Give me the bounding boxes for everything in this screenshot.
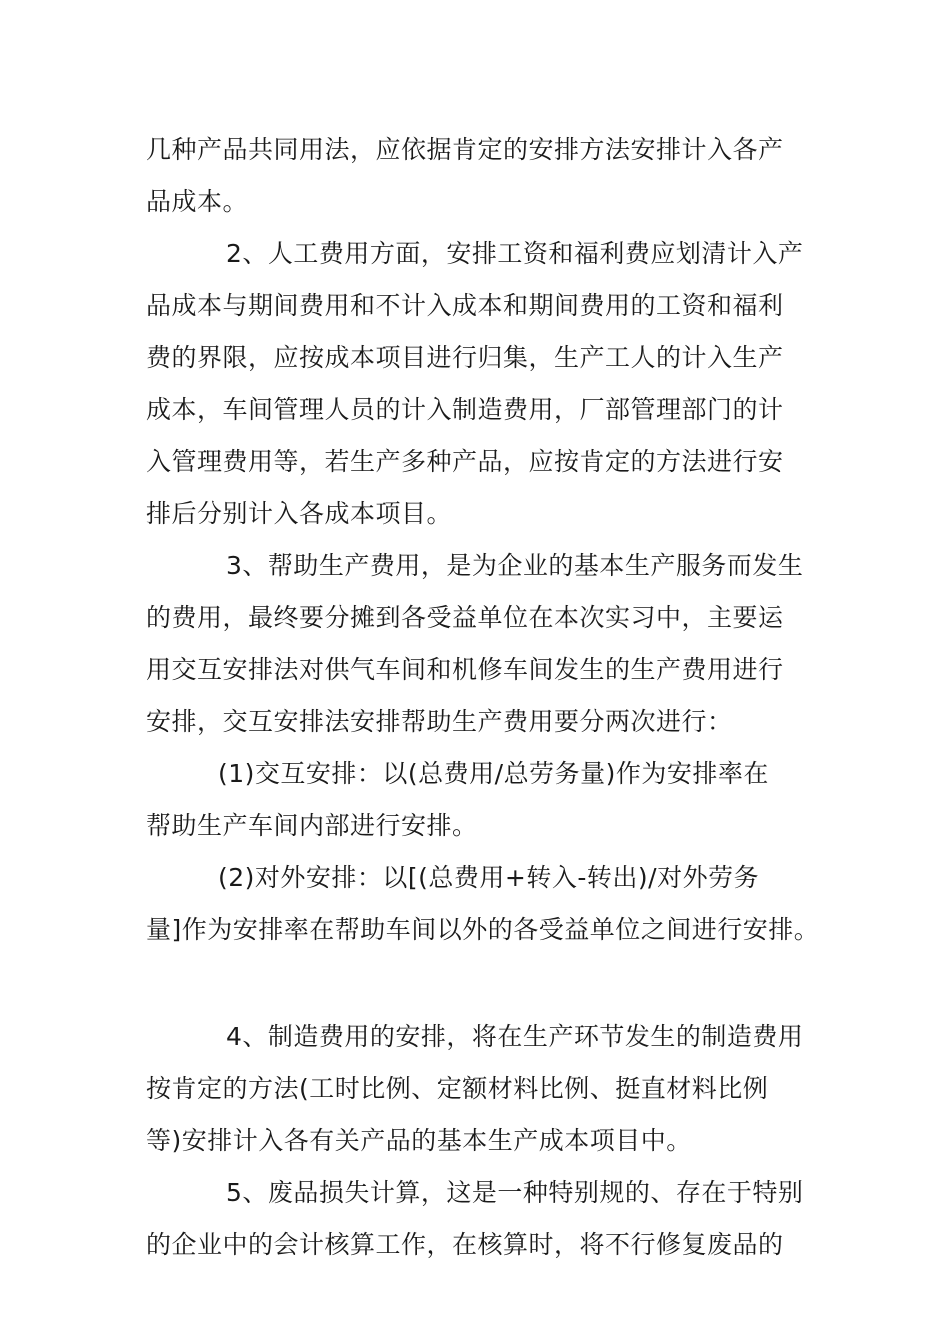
text-line: 入管理费用等，若生产多种产品，应按肯定的方法进行安 [146, 447, 784, 476]
text-line: 排后分别计入各成本项目。 [146, 499, 453, 528]
text-line: 按肯定的方法(工时比例、定额材料比例、挺直材料比例 [146, 1074, 769, 1103]
paragraph-start: 2、人工费用方面，安排工资和福利费应划清计入产 [226, 239, 804, 268]
text-line: 品成本。 [146, 187, 249, 216]
paragraph-gap [146, 956, 826, 1011]
paragraph-start: 3、帮助生产费用，是为企业的基本生产服务而发生 [226, 551, 804, 580]
text-line: 费的界限，应按成本项目进行归集，生产工人的计入生产 [146, 343, 784, 372]
document-body [146, 124, 826, 1271]
text-line: 安排，交互安排法安排帮助生产费用要分两次进行： [146, 707, 733, 736]
text-line: 等)安排计入各有关产品的基本生产成本项目中。 [146, 1126, 692, 1155]
text-line: 的费用，最终要分摊到各受益单位在本次实习中，主要运 [146, 603, 784, 632]
text-line: 量]作为安排率在帮助车间以外的各受益单位之间进行安排。 [146, 915, 820, 944]
text-line: 品成本与期间费用和不计入成本和期间费用的工资和福利 [146, 291, 784, 320]
text-line: 帮助生产车间内部进行安排。 [146, 811, 478, 840]
text-line: 几种产品共同用法，应依据肯定的安排方法安排计入各产 [146, 135, 784, 164]
paragraph-start: 4、制造费用的安排，将在生产环节发生的制造费用 [226, 1022, 804, 1051]
text-line: 成本，车间管理人员的计入制造费用，厂部管理部门的计 [146, 395, 784, 424]
text-line: 的企业中的会计核算工作，在核算时，将不行修复废品的 [146, 1230, 784, 1259]
text-line: 用交互安排法对供气车间和机修车间发生的生产费用进行 [146, 655, 784, 684]
paragraph-start: 5、废品损失计算，这是一种特别规的、存在于特别 [226, 1178, 804, 1207]
sub-item-start: (2)对外安排：以[(总费用+转入-转出)/对外劳务 [218, 863, 760, 892]
sub-item-start: (1)交互安排：以(总费用/总劳务量)作为安排率在 [218, 759, 769, 788]
